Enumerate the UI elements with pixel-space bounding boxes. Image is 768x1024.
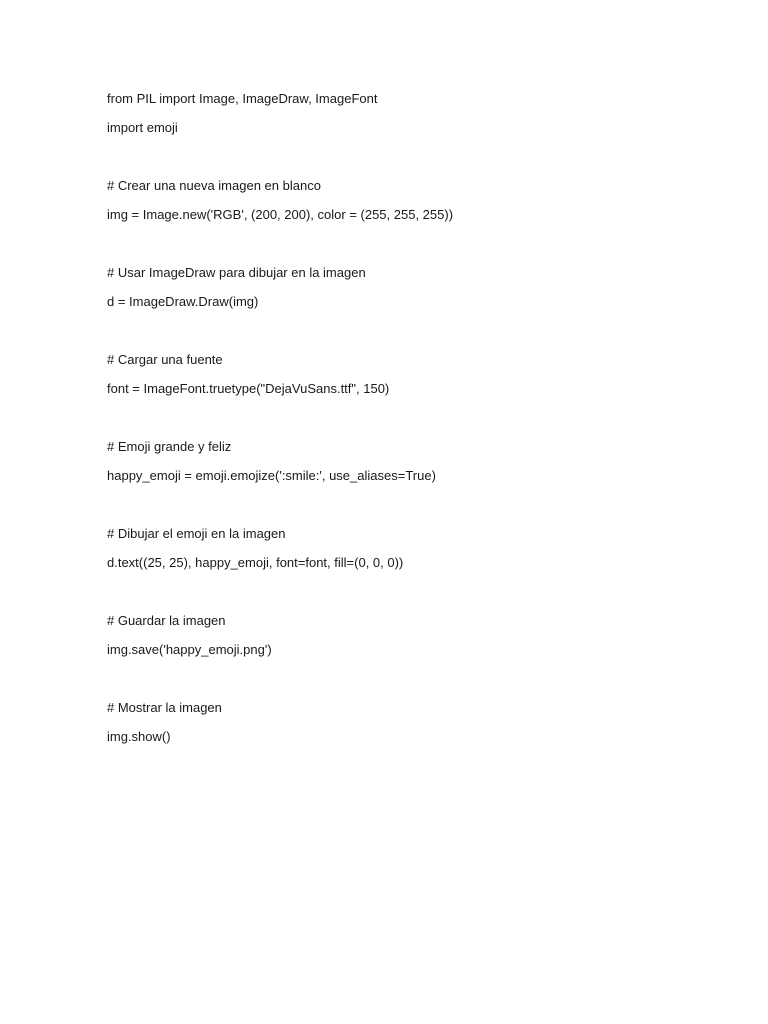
comment-line-save: # Guardar la imagen [107, 613, 226, 628]
code-line-show: img.show() [107, 729, 171, 744]
code-line-image-new: img = Image.new('RGB', (200, 200), color = (255, 255, 255)) [107, 207, 454, 222]
code-line-import-pil: from PIL import Image, ImageDraw, ImageFont [107, 91, 378, 106]
comment-line-emoji: # Emoji grande y feliz [107, 439, 232, 454]
code-line-truetype: font = ImageFont.truetype("DejaVuSans.ttf", 150) [107, 381, 390, 396]
comment-line-draw-emoji: # Dibujar el emoji en la imagen [107, 526, 286, 541]
document-body [107, 90, 707, 746]
comment-line-imagedraw: # Usar ImageDraw para dibujar en la imagen [107, 265, 366, 280]
comment-line-create-image: # Crear una nueva imagen en blanco [107, 178, 321, 193]
comment-line-show: # Mostrar la imagen [107, 700, 222, 715]
code-line-emojize: happy_emoji = emoji.emojize(':smile:', use_aliases=True) [107, 468, 436, 483]
comment-line-load-font: # Cargar una fuente [107, 352, 223, 367]
code-line-import-emoji: import emoji [107, 120, 178, 135]
code-line-draw: d = ImageDraw.Draw(img) [107, 294, 259, 309]
code-line-save: img.save('happy_emoji.png') [107, 642, 272, 657]
code-line-text: d.text((25, 25), happy_emoji, font=font, fill=(0, 0, 0)) [107, 555, 404, 570]
